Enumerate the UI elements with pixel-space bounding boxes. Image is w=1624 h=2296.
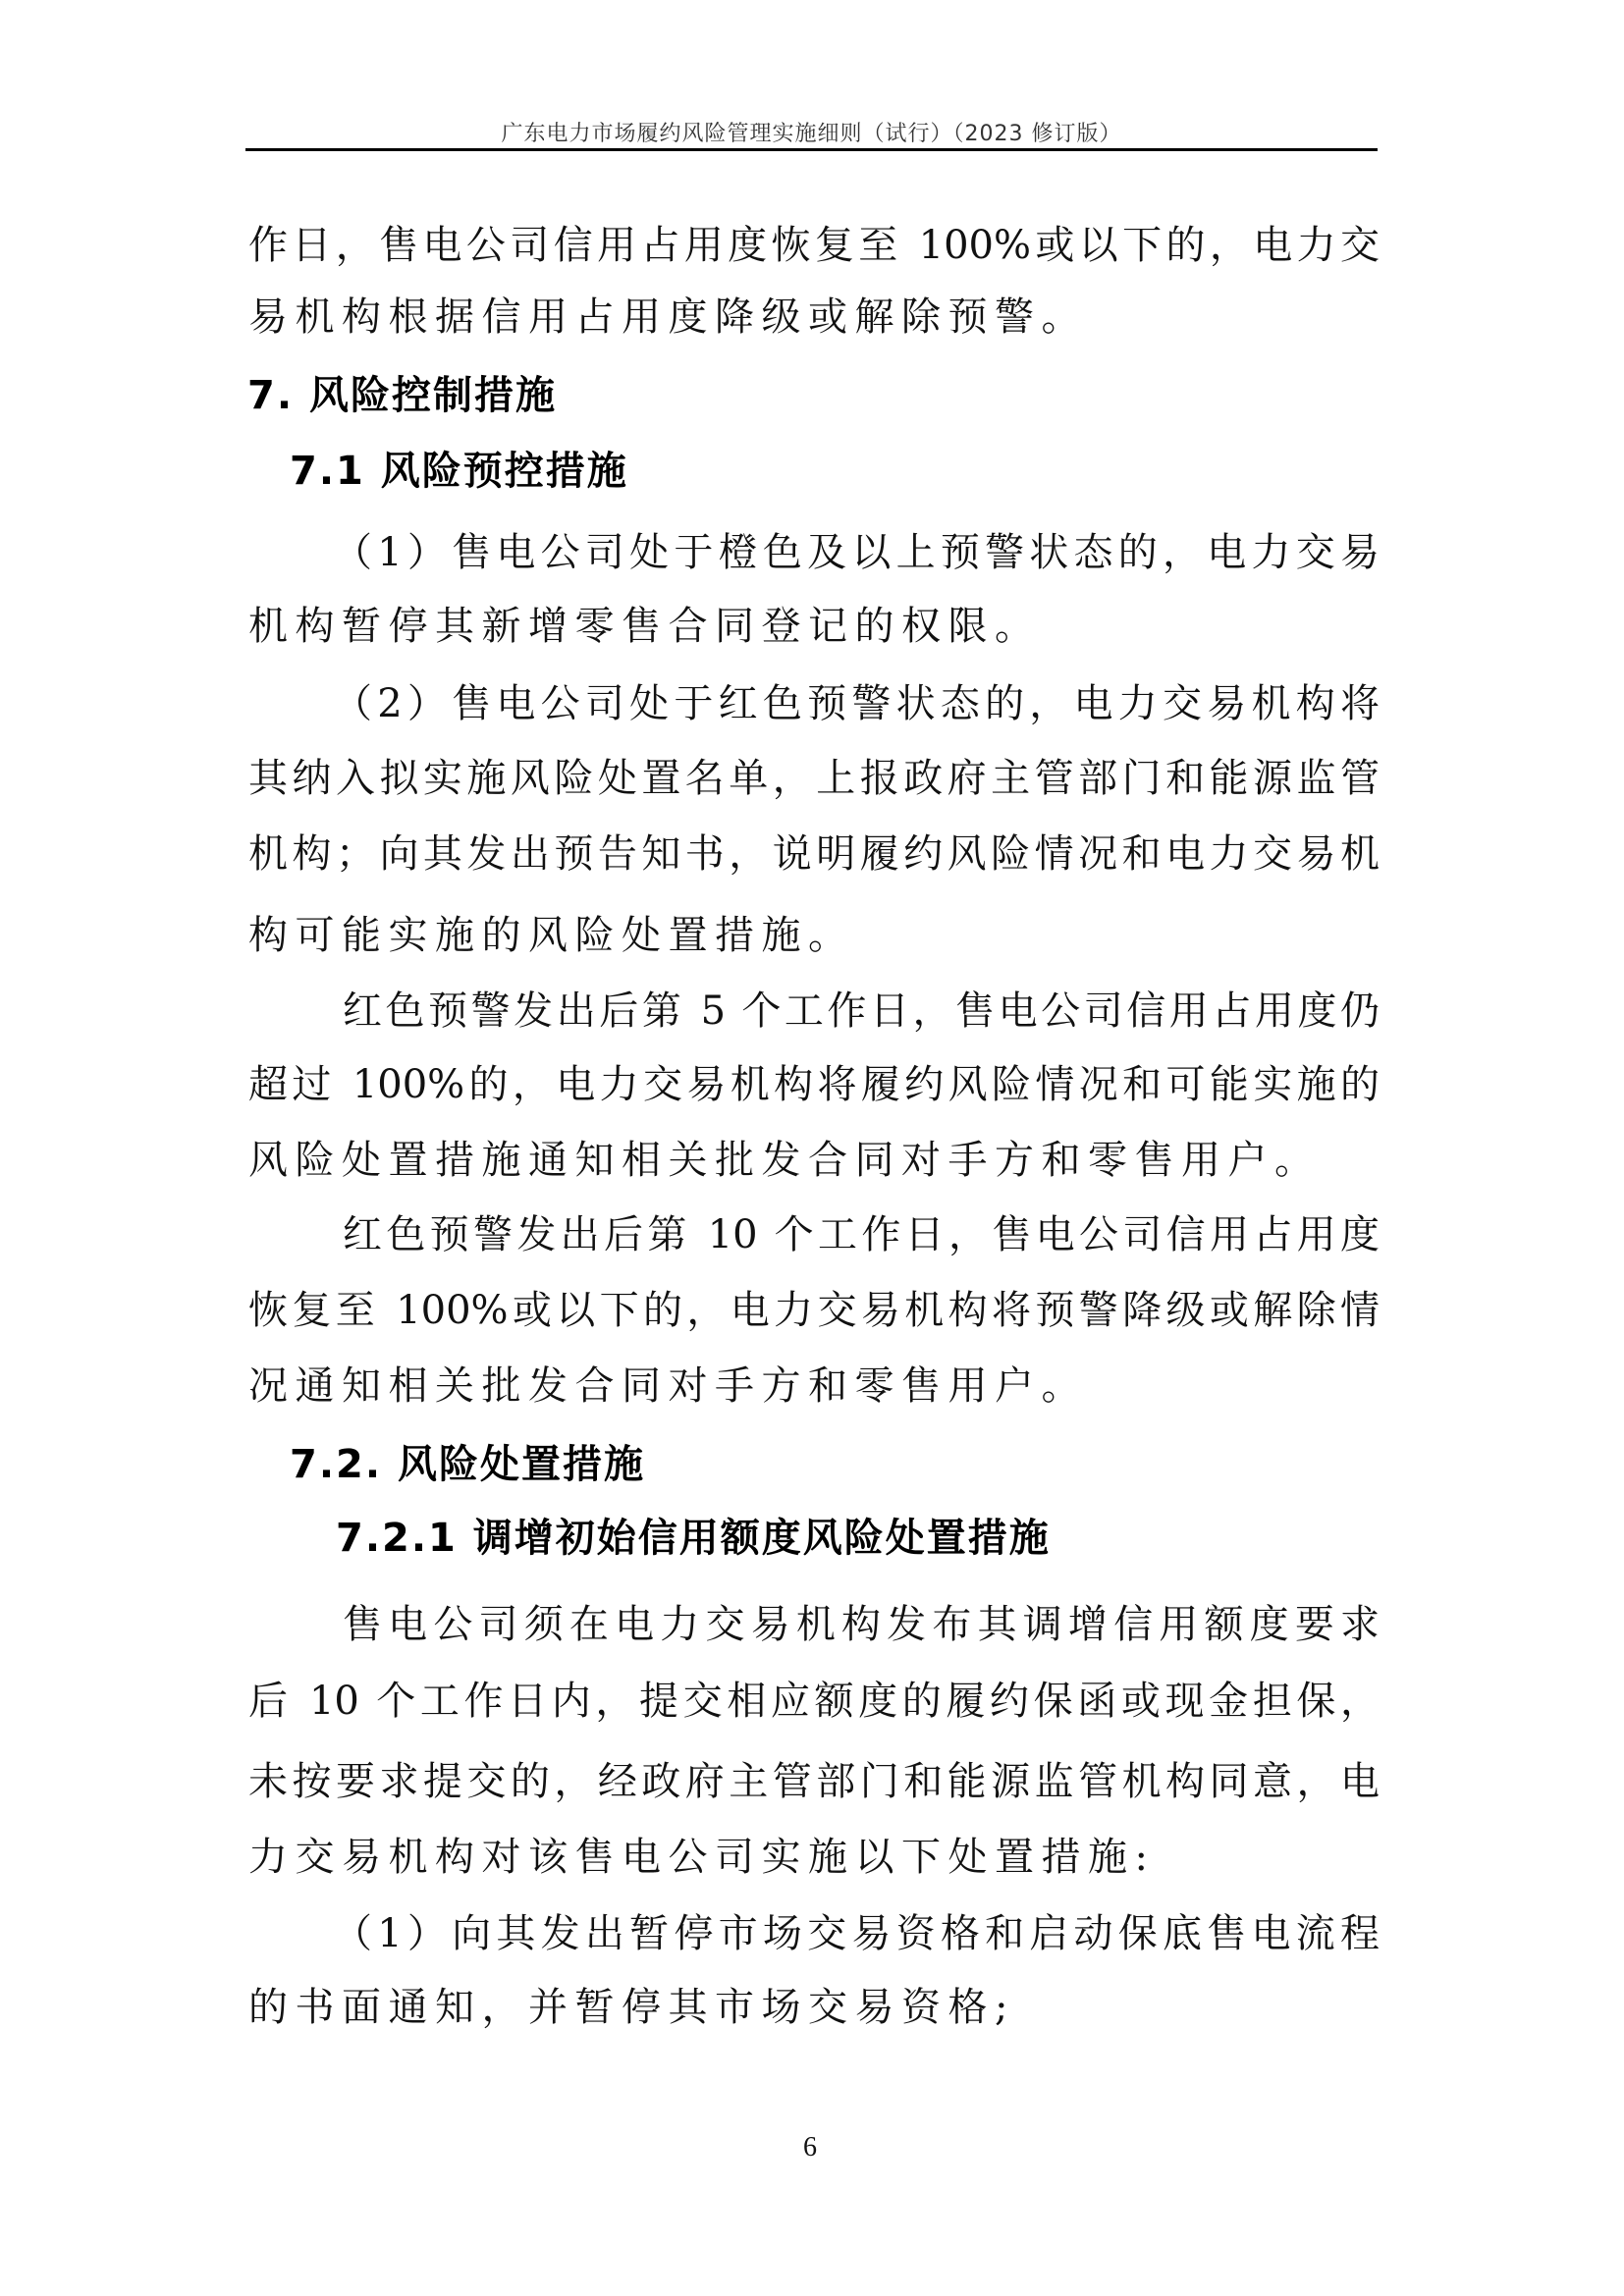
paragraph-line: （1）向其发出暂停市场交易资格和启动保底售电流程 [333,1911,1380,1956]
paragraph-line: 未按要求提交的，经政府主管部门和能源监管机构同意，电 [248,1759,1380,1804]
header-rule [245,148,1378,151]
paragraph-line: 况通知相关批发合同对手方和零售用户。 [248,1363,1088,1409]
paragraph-line: 超过 100%的，电力交易机构将履约风险情况和可能实施的 [248,1062,1380,1107]
paragraph-line: 红色预警发出后第 5 个工作日，售电公司信用占用度仍 [343,988,1380,1034]
section-heading-7-2-1: 7.2.1 调增初始信用额度风险处置措施 [336,1516,1051,1561]
running-header: 广东电力市场履约风险管理实施细则（试行）（2023 修订版） [501,122,1122,146]
paragraph-line: 机构暂停其新增零售合同登记的权限。 [248,604,1042,649]
page-number: 6 [803,2132,817,2163]
paragraph-line: 构可能实施的风险处置措施。 [248,913,855,958]
paragraph-line: 恢复至 100%或以下的，电力交易机构将预警降级或解除情 [248,1288,1380,1333]
paragraph-line: 的书面通知，并暂停其市场交易资格; [248,1985,1015,2030]
paragraph-line: 其纳入拟实施风险处置名单，上报政府主管部门和能源监管 [248,756,1380,801]
paragraph-line: 易机构根据信用占用度降级或解除预警。 [248,294,1088,340]
paragraph-line: （1）售电公司处于橙色及以上预警状态的，电力交易 [333,530,1380,575]
section-heading-7-2: 7.2. 风险处置措施 [290,1442,645,1487]
section-heading-7-1: 7.1 风险预控措施 [290,449,628,494]
paragraph-line: 机构；向其发出预告知书，说明履约风险情况和电力交易机 [248,831,1380,877]
paragraph-line: 后 10 个工作日内，提交相应额度的履约保函或现金担保， [248,1679,1380,1724]
paragraph-line: 红色预警发出后第 10 个工作日，售电公司信用占用度 [343,1212,1380,1257]
paragraph-line: 力交易机构对该售电公司实施以下处置措施: [248,1835,1156,1880]
section-heading-7: 7. 风险控制措施 [247,373,557,418]
paragraph-line: （2）售电公司处于红色预警状态的，电力交易机构将 [333,681,1380,726]
paragraph-line: 作日，售电公司信用占用度恢复至 100%或以下的，电力交 [248,223,1380,268]
paragraph-line: 售电公司须在电力交易机构发布其调增信用额度要求 [343,1602,1380,1647]
paragraph-line: 风险处置措施通知相关批发合同对手方和零售用户。 [248,1138,1322,1183]
